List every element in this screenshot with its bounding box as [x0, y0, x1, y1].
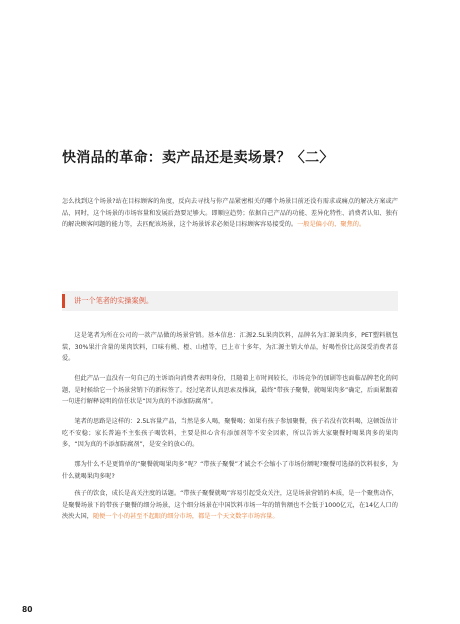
paragraph-text: 这是笔者为所在公司的一款产品做的场景营销。基本信息：汇源2.5L果肉饮料，品牌名为汇源果肉多，PET塑料瓶包装，30%果汁含量的果肉饮料，口味有桃、橙、山楂等，已上市十多年，为汇源主销大单品，好喝性价比高深受消费者喜爱。 [62, 332, 398, 363]
body-paragraph [62, 488, 398, 523]
body-paragraph [62, 373, 398, 408]
body-paragraph [62, 330, 398, 365]
page-number: 80 [22, 605, 33, 614]
section-heading [62, 291, 398, 311]
page-title: 快消品的革命：卖产品还是卖场景？〈二〉 [62, 150, 334, 166]
section-accent-bar [62, 294, 65, 308]
body-paragraph [62, 416, 398, 451]
paragraph-text: 孩子的饮食，成长是高关注度的话题。“带孩子聚餐就喝”容易引起受众关注，这是场景营销的本质，是一个聚焦动作，是聚餐场景下的带孩子聚餐的细分场景，这个细分场景在中国饮料市场一年的销售额也不会低于1000亿元，在14亿人口的泱泱大国， [62, 490, 398, 521]
body-paragraph [62, 459, 398, 482]
paragraph-text: 笔者的思路是这样的：2.5L容量产品，当然是多人喝，聚餐喝；如果有孩子参加聚餐，孩子若没有饮料喝，这顿饭估计吃不安稳；家长普遍不主张孩子喝饮料，主要是担心含有添加剂等不安全因素，所以告诉大家聚餐时喝果肉多的果肉多，“因为真的不添加防腐剂”，是安全的放心的。 [62, 418, 398, 449]
paragraph-highlight: 随便一个小的甚至不起眼的细分市场，都是一个天文数字市场容量。 [92, 513, 279, 521]
page [14, 0, 446, 624]
intro-paragraph [62, 196, 398, 231]
intro-text: 怎么找到这个场景?站在目标顾客的角度，反向去寻找与你产品紧密相关的哪个场景目前还没有需求或痛点的解决方案或产品，同时，这个场景的市场容量和发展后劲要足够大。即顺应趋势；依据自己产品的功能、差异化特性、消费者认知、独有的解决顾客问题的能力等，去匹配该场景，这个场景诉求必须是目标顾客容易接受的。 [62, 198, 398, 229]
paragraph-text: 那为什么不是更简单的“聚餐就喝果肉多”呢？“带孩子聚餐”才诚会不会缩小了市场份额呢?聚餐可选择的饮料很多，为什么就喝果肉多呢? [62, 461, 398, 480]
intro-highlight: 一般是偏小的、聚焦的。 [297, 221, 366, 229]
section-heading-label: 讲一个笔者的实操案例。 [74, 296, 154, 305]
paragraph-text: 但此产品一直没有一句自己的主诉语向消费者表明身份，且随着上市时间较长，市场竞争的加剧等也面临品牌老化的问题，是时候给它一个场景营销下的新标签了。经过笔者认真思索及推演，最终“带孩子聚餐，就喝果肉多”确定，后面紧跟着一句进行解释说明的信任状是“因为真的不添加防腐剂”。 [62, 375, 398, 406]
